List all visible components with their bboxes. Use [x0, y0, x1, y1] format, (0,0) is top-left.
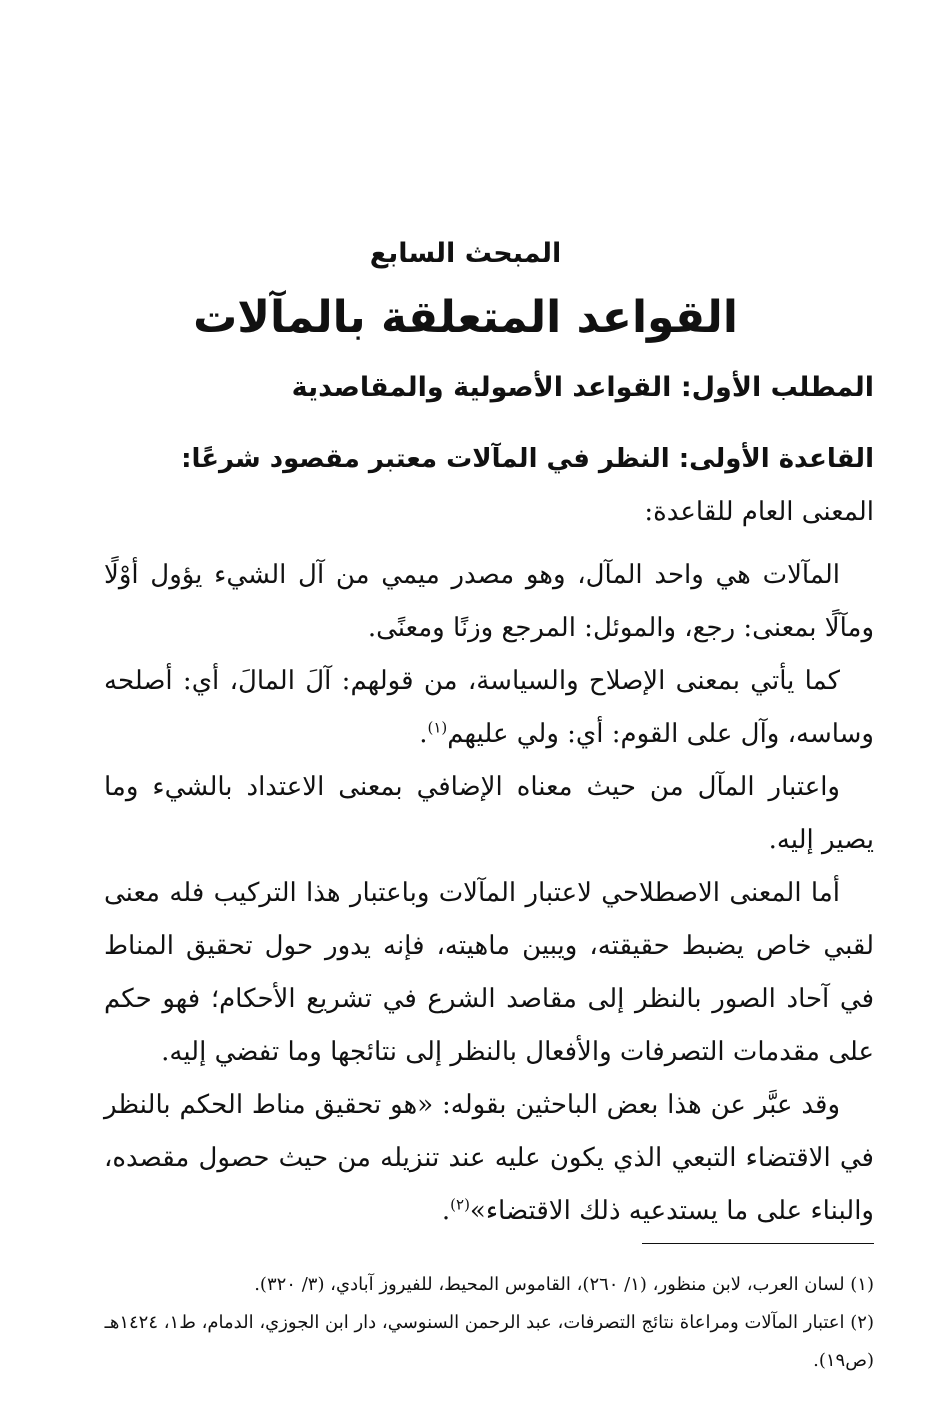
chapter-label: المبحث السابع	[369, 238, 562, 269]
paragraph: كما يأتي بمعنى الإصلاح والسياسة، من قولهم: آلَ المالَ، أي: أصلحه وساسه، وآل على القوم: أي: ولي عليهم$^{(١)}$.	[104, 666, 874, 749]
footnote: (١) لسان العرب، لابن منظور، (١/ ٢٦٠)، القاموس المحيط، للفيروز آبادي، (٣/ ٣٢٠).	[254, 1274, 874, 1295]
section-heading: المطلب الأول: القواعد الأصولية والمقاصدية	[291, 372, 874, 403]
page-title: القواعد المتعلقة بالمآلات	[193, 292, 738, 343]
paragraph: أما المعنى الاصطلاحي لاعتبار المآلات وباعتبار هذا التركيب فله معنى لقبي خاص يضبط حقيقته، ويبين ماهيته، فإنه يدور حول تحقيق المناط في آحاد الصور بالنظر إلى مقاصد الشرع في تشريع الأحكام؛ فهو حكم على مقدمات التصرفات والأفعال بالنظر إلى نتائجها وما تفضي إليه.	[104, 878, 874, 1067]
body-text	[104, 549, 874, 1238]
paragraph: وقد عبَّر عن هذا بعض الباحثين بقوله: «هو تحقيق مناط الحكم بالنظر في الاقتضاء التبعي الذي يكون عليه عند تنزيله من حيث حصول مقصده، والبناء على ما يستدعيه ذلك الاقتضاء»$^{(٢)}$.	[104, 1090, 874, 1226]
rule-heading: القاعدة الأولى: النظر في المآلات معتبر مقصود شرعًا:	[181, 444, 874, 474]
footnote-divider	[642, 1243, 874, 1244]
footnote: (٢) اعتبار المآلات ومراعاة نتائج التصرفات، عبد الرحمن السنوسي، دار ابن الجوزي، الدمام، ط١، ١٤٢٤هـ (ص١٩).	[104, 1312, 874, 1371]
paragraph: واعتبار المآل من حيث معناه الإضافي بمعنى الاعتداد بالشيء وما يصير إليه.	[104, 772, 874, 855]
footnotes	[104, 1266, 874, 1380]
subheading: المعنى العام للقاعدة:	[644, 497, 874, 527]
footnote-ref: (١)	[427, 718, 448, 737]
footnote-ref: (٢)	[450, 1195, 470, 1214]
paragraph: المآلات هي واحد المآل، وهو مصدر ميمي من آل الشيء يؤول أوْلًا ومآلًا بمعنى: رجع، والموئل: المرجع وزنًا ومعنًى.	[104, 560, 874, 643]
